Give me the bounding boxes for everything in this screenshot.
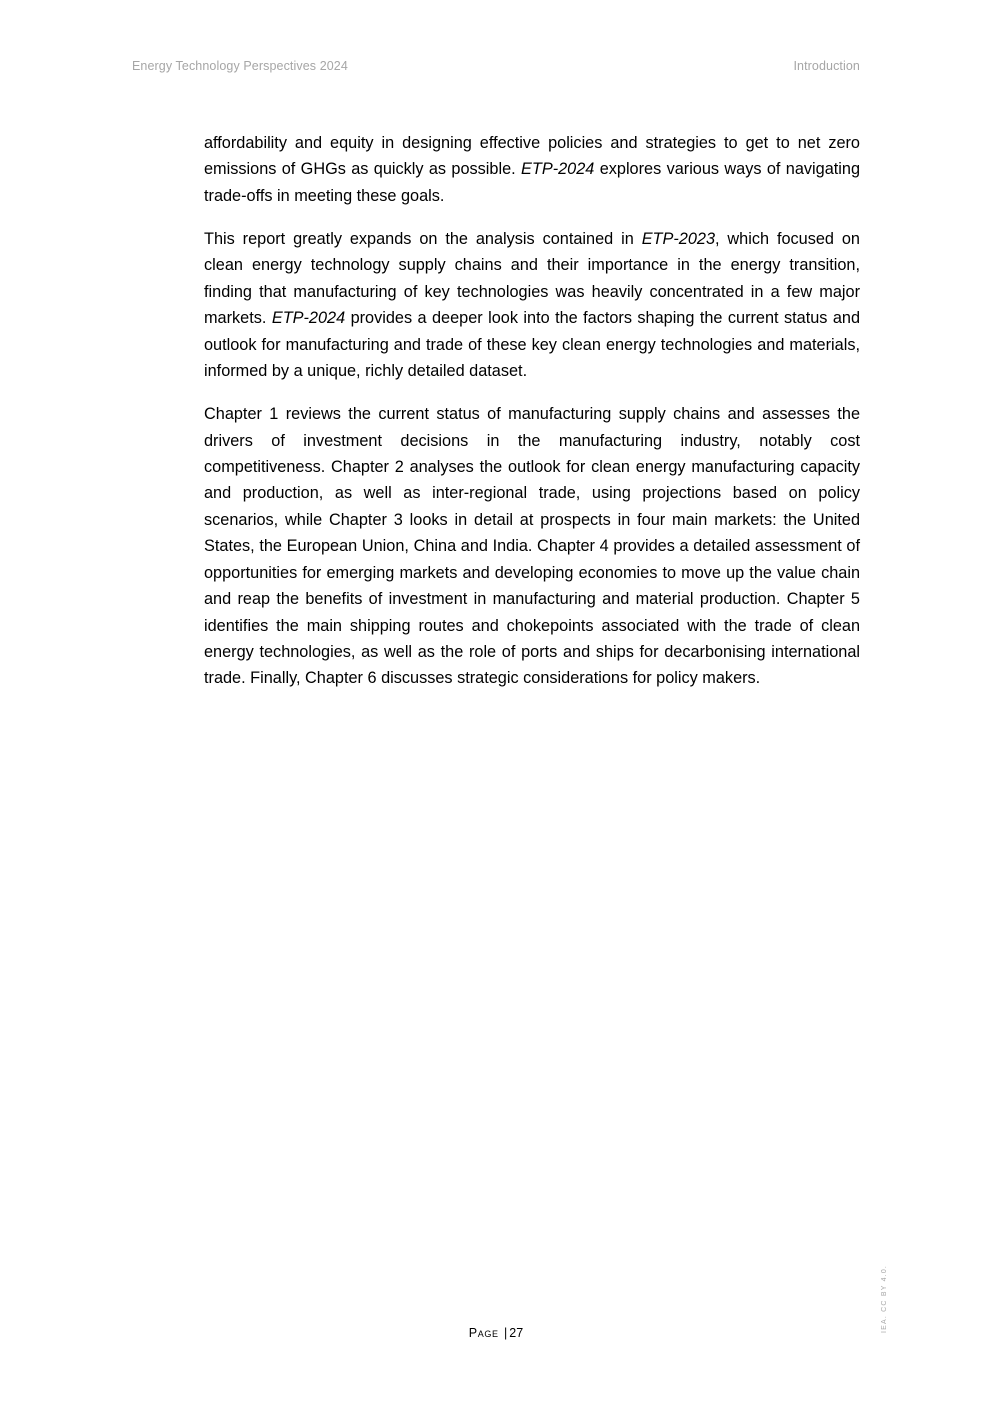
paragraph-2-text-a: This report greatly expands on the analysis contained in xyxy=(204,230,642,249)
paragraph-3 xyxy=(204,401,860,691)
paragraph-1 xyxy=(204,130,860,209)
paragraph-2-emphasis-2: ETP-2024 xyxy=(271,309,346,328)
paragraph-2-text-c: provides a deeper look into the factors shaping the current status and outlook for manufacturing and trade of these key clean energy technologies and materials, informed by a unique, richly detailed dataset. xyxy=(204,309,860,381)
paragraph-1-text-a: affordability and equity in designing effective policies and strategies to get to net zero emissions of GHGs as quickly as possible. xyxy=(204,134,860,179)
paragraph-2-emphasis-1: ETP-2023 xyxy=(641,230,715,249)
page-footer xyxy=(0,1326,992,1340)
license-notice: IEA. CC BY 4.0. xyxy=(881,1264,888,1333)
page-label: Page xyxy=(468,1326,499,1340)
paragraph-2 xyxy=(204,226,860,384)
page-number: 27 xyxy=(509,1326,524,1340)
page-separator: | xyxy=(504,1326,508,1340)
body-text xyxy=(204,130,860,709)
running-header-section: Introduction xyxy=(793,59,860,73)
paragraph-3-text: Chapter 1 reviews the current status of manufacturing supply chains and assesses the drivers of investment decisions in the manufacturing industry, notably cost competitiveness. Chapter 2 analyses the outlook for clean energy manufacturing capacity and production, as well as inter-regional trade, using projections based on policy scenarios, while Chapter 3 looks in detail at prospects in four main markets: the United States, the European Union, China and India. Chapter 4 provides a detailed assessment of opportunities for emerging markets and developing economies to move up the value chain and reap the benefits of investment in manufacturing and material production. Chapter 5 identifies the main shipping routes and chokepoints associated with the trade of clean energy technologies, as well as the role of ports and ships for decarbonising international trade. Finally, Chapter 6 discusses strategic considerations for policy makers. xyxy=(204,405,860,688)
paragraph-2-text-b: , which focused on clean energy technology supply chains and their importance in the energy transition, finding that manufacturing of key technologies was heavily concentrated in a few major markets. xyxy=(204,230,860,328)
running-header-title: Energy Technology Perspectives 2024 xyxy=(132,59,348,73)
paragraph-1-text-b: explores various ways of navigating trade-offs in meeting these goals. xyxy=(204,160,860,205)
paragraph-1-emphasis: ETP-2024 xyxy=(521,160,595,179)
